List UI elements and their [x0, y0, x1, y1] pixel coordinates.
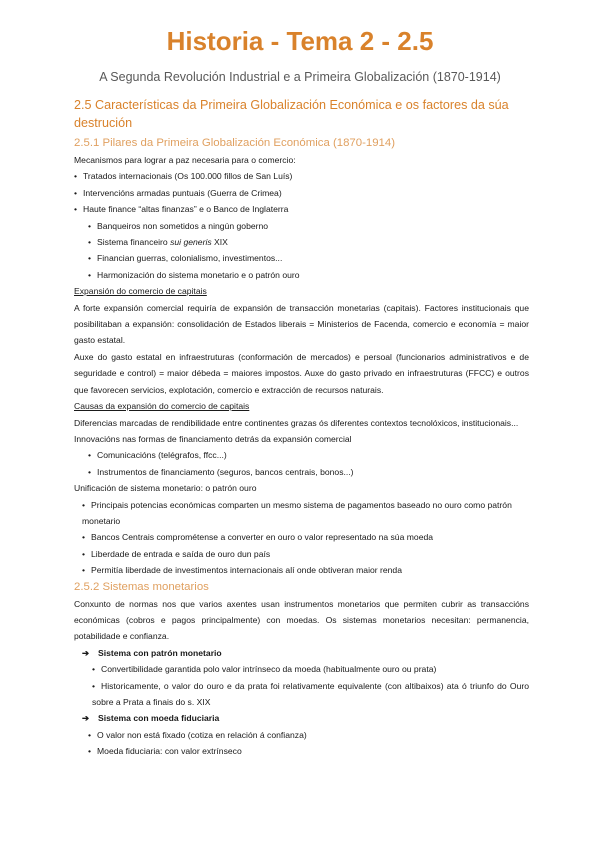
bullet-dot-icon: • — [82, 548, 86, 559]
sub-list-item: • Financian guerras, colonialismo, investimentos... — [74, 250, 529, 266]
sub-list-item: • Harmonización do sistema monetario e o patrón ouro — [74, 267, 529, 283]
list-item: • Principais potencias económicas comparten un mesmo sistema de pagamentos baseado no ouro como patrón monetario — [74, 497, 529, 530]
bullet-dot-icon: • — [88, 269, 92, 280]
bullet-dot-icon: • — [82, 499, 86, 510]
list-item: • Bancos Centrais comprométense a converter en ouro o valor representado na súa moeda — [74, 529, 529, 545]
subsection-heading-causes: Causas da expansión do comercio de capitais — [74, 401, 250, 412]
bullet-dot-icon: • — [74, 171, 78, 182]
sub-list-item: • Sistema financeiro sui generis XIX — [74, 234, 529, 250]
bullet-dot-icon: • — [88, 466, 92, 477]
sub-list-item: • Instrumentos de financiamento (seguros, bancos centrais, bonos...) — [74, 464, 529, 480]
subsection-heading-expansion: Expansión do comercio de capitais — [74, 286, 207, 297]
bullet-dot-icon: • — [88, 237, 92, 248]
list-item: • Haute finance “altas finanzas” e o Banco de Inglaterra — [74, 201, 529, 217]
sub-list-item: • Comunicacións (telégrafos, ffcc...) — [74, 447, 529, 463]
paragraph: Auxe do gasto estatal en infraestruturas (conformación de mercados) e persoal (funcionarios administrativos e de seguridade e control) = maior débeda = maiores impostos. Auxe do gasto privado en infraestruturas (FFCC) e outros que favorecen servicios, explotación, comercio e extracción de recursos naturais. — [74, 351, 529, 395]
list-item: • Intervencións armadas puntuais (Guerra de Crimea) — [74, 185, 529, 201]
bullet-dot-icon: • — [88, 253, 92, 264]
paragraph: Unificación de sistema monetario: o patrón ouro — [74, 483, 257, 494]
list-item: • Liberdade de entrada e saída de ouro dun país — [74, 546, 529, 562]
bullet-dot-icon: • — [88, 729, 92, 740]
page-subtitle: A Segunda Revolución Industrial e a Primeira Globalización (1870-1914) — [99, 70, 501, 84]
bullet-dot-icon: • — [88, 746, 92, 757]
paragraph: Diferencias marcadas de rendibilidade entre continentes grazas ós diferentes contextos tecnolóxicos, institucionais... — [74, 417, 519, 428]
bullet-dot-icon: • — [88, 220, 92, 231]
intro-text: Mecanismos para lograr a paz necesaria para o comercio: — [74, 155, 296, 165]
bullet-dot-icon: • — [74, 204, 78, 215]
arrow-item: ➔ Sistema con moeda fiduciaria — [74, 710, 529, 726]
bullet-dot-icon: • — [92, 680, 96, 691]
sub-list-item: • Banqueiros non sometidos a ningún goberno — [74, 218, 529, 234]
bullet-dot-icon: • — [82, 532, 86, 543]
paragraph: Conxunto de normas nos que varios axentes usan instrumentos monetarios que permiten cubrir as transaccións económicas (cobros e pagos principalmente) con moedas. Os sistemas monetarios necesitan: permanencia, potabilidade e confianza. — [74, 598, 529, 642]
arrow-item: ➔ Sistema con patrón monetario — [74, 645, 529, 661]
paragraph: A forte expansión comercial requiría de expansión de transacción monetarias (capitais). Factores institucionais que posibilitaban a expansión: consolidación de Estados liberais = Ministerios de Facenda, comercio e economía = maior gasto estatal. — [74, 302, 529, 346]
bullet-dot-icon: • — [74, 187, 78, 198]
list-item: • Permitía liberdade de investimentos internacionais alí onde obtiveran maior renda — [74, 562, 529, 578]
section-heading-2-5: 2.5 Características da Primeira Globalización Económica e os factores da súa destrución — [74, 98, 509, 130]
bullet-dot-icon: • — [82, 565, 86, 576]
bullet-dot-icon: • — [92, 664, 96, 675]
document-body — [74, 96, 529, 760]
sub-list-item: • Convertibilidade garantida polo valor intrínseco da moeda (habitualmente ouro ou prata) — [74, 661, 529, 677]
section-heading-2-5-2: 2.5.2 Sistemas monetarios — [74, 580, 209, 593]
bullet-dot-icon: • — [88, 450, 92, 461]
italic-term: sui generis — [170, 237, 212, 248]
list-item: • Tratados internacionais (Os 100.000 fillos de San Luís) — [74, 168, 529, 184]
right-arrow-icon: ➔ — [82, 647, 90, 658]
page-title: Historia - Tema 2 - 2.5 — [166, 26, 434, 56]
paragraph: Innovacións nas formas de financiamento detrás da expansión comercial — [74, 433, 352, 444]
sub-list-item: • O valor non está fixado (cotiza en relación á confianza) — [74, 727, 529, 743]
section-heading-2-5-1: 2.5.1 Pilares da Primeira Globalización Económica (1870-1914) — [74, 137, 396, 149]
right-arrow-icon: ➔ — [82, 713, 90, 724]
sub-list-item: • Moeda fiduciaria: con valor extrínseco — [74, 743, 529, 759]
sub-list-item: • Historicamente, o valor do ouro e da prata foi relativamente equivalente (con altibaixos) ata ó triunfo do Ouro sobre a Prata a finais do s. XIX — [74, 678, 529, 711]
